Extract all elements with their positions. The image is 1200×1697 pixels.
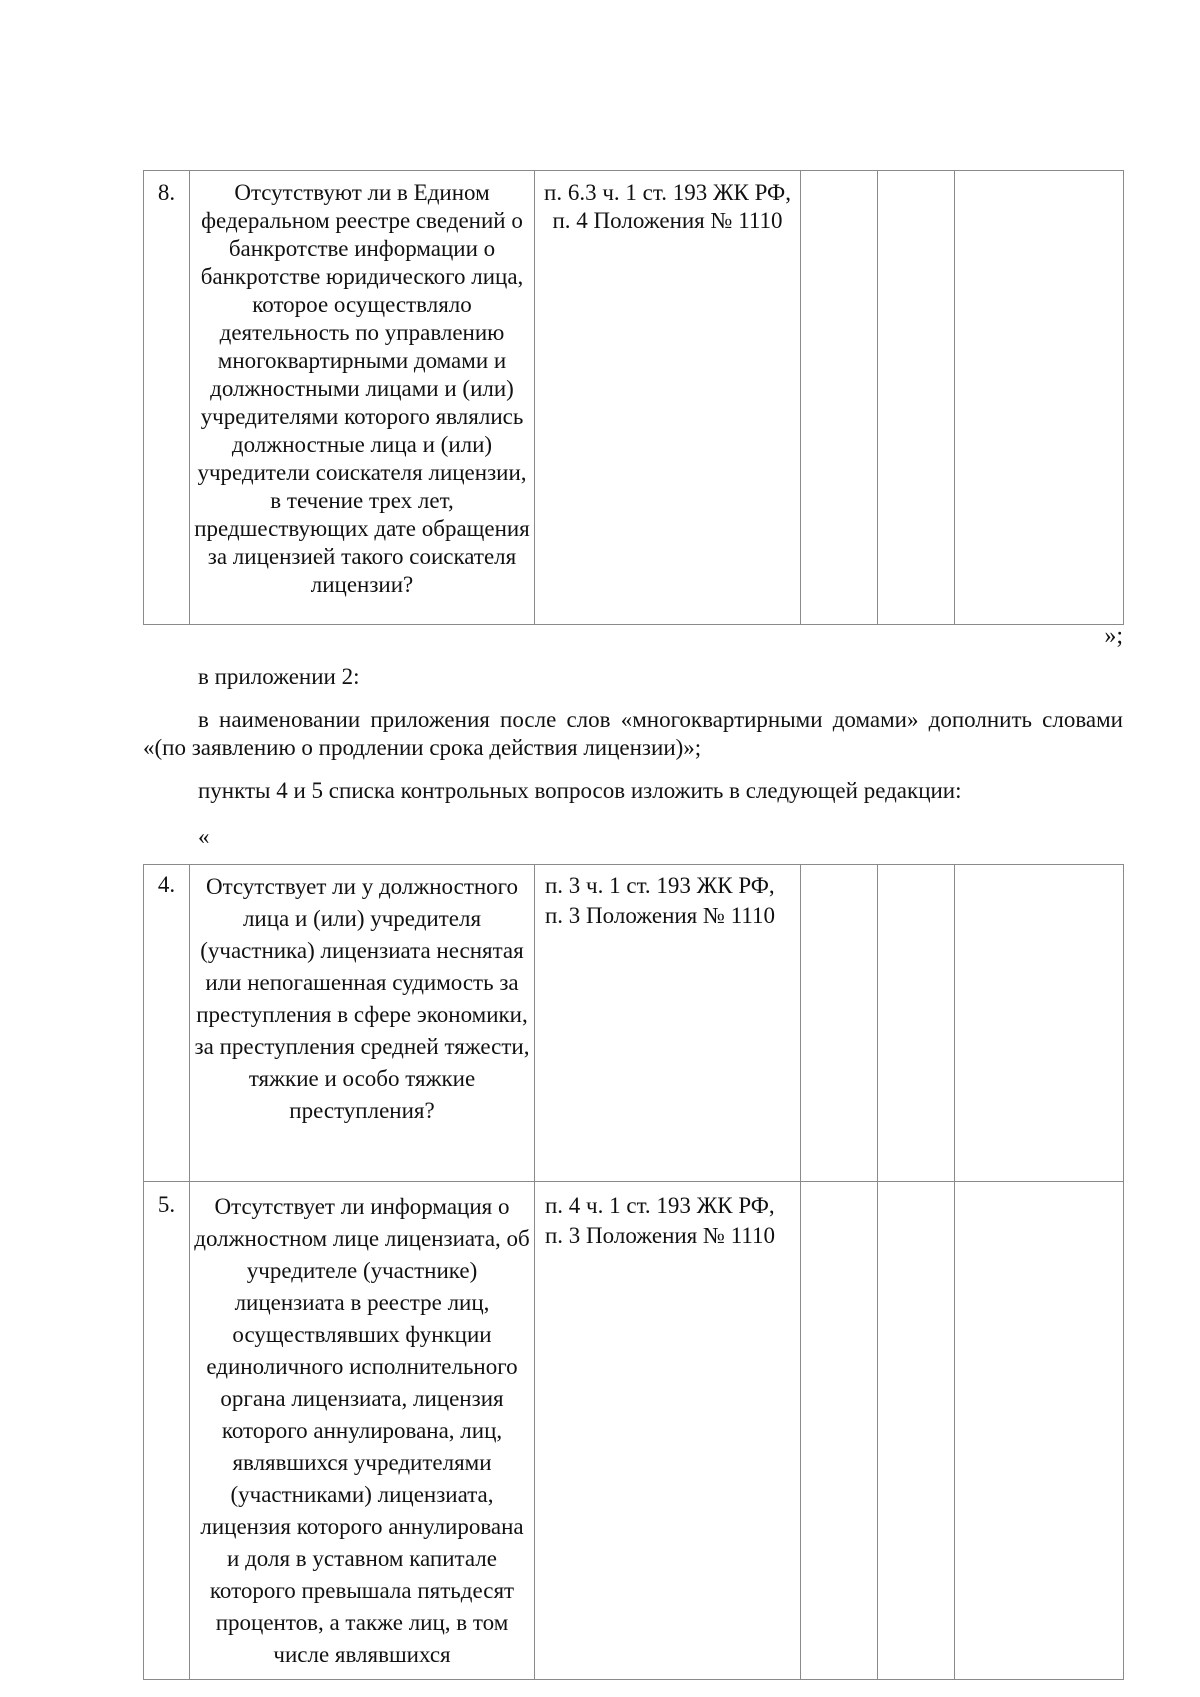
table-row — [144, 865, 1124, 1182]
control-question: Отсутствует ли информация о должностном лице лицензиата, об учредителе (участнике) лицензиата в реестре лиц, осуществлявших функции единоличного исполнительного органа лицензиата, лицензия которого аннулирована, лиц, являвшихся учредителями (участниками) лицензиата, лицензия которого аннулирована и доля в уставном капитале которого превышала пятьдесят процентов, а также лиц, в том числе являвшихся — [190, 1182, 535, 1680]
note-cell — [955, 865, 1124, 1182]
table-row — [144, 171, 1124, 625]
opening-quote: « — [198, 824, 210, 849]
answer-cell-yes — [801, 1182, 878, 1680]
answer-cell-no — [878, 1182, 955, 1680]
paragraph-name-change: в наименовании приложения после слов «многоквартирными домами» дополнить словами «(по заявлению о продлении срока действия лицензии)»; — [143, 707, 1123, 760]
legal-reference: п. 3 ч. 1 ст. 193 ЖК РФ, п. 3 Положения № 1110 — [535, 865, 801, 1182]
control-question: Отсутствуют ли в Едином федеральном реестре сведений о банкротстве информации о банкротстве юридического лица, которое осуществляло деятельность по управлению многоквартирными домами и должностными лицами и (или) учредителями которого являлись должностные лица и (или) учредители соискателя лицензии, в течение трех лет, предшествующих дате обращения за лицензией такого соискателя лицензии? — [190, 171, 535, 625]
control-question: Отсутствует ли у должностного лица и (или) учредителя (участника) лицензиата неснятая или непогашенная судимость за преступления в сфере экономики, за преступления средней тяжести, тяжкие и особо тяжкие преступления? — [190, 865, 535, 1182]
answer-cell-no — [878, 171, 955, 625]
answer-cell-no — [878, 865, 955, 1182]
row-number: 8. — [144, 171, 190, 625]
row-number: 4. — [144, 865, 190, 1182]
paragraph-items-change: пункты 4 и 5 списка контрольных вопросов изложить в следующей редакции: — [198, 778, 962, 803]
note-cell — [955, 171, 1124, 625]
checklist-table-continued — [143, 170, 1124, 625]
legal-reference: п. 6.3 ч. 1 ст. 193 ЖК РФ, п. 4 Положения № 1110 — [535, 171, 801, 625]
checklist-table-new-items — [143, 864, 1124, 1680]
answer-cell-yes — [801, 865, 878, 1182]
row-number: 5. — [144, 1182, 190, 1680]
paragraph-annex: в приложении 2: — [198, 664, 360, 689]
note-cell — [955, 1182, 1124, 1680]
closing-quote: »; — [1104, 623, 1123, 649]
legal-reference: п. 4 ч. 1 ст. 193 ЖК РФ, п. 3 Положения № 1110 — [535, 1182, 801, 1680]
table-row — [144, 1182, 1124, 1680]
answer-cell-yes — [801, 171, 878, 625]
